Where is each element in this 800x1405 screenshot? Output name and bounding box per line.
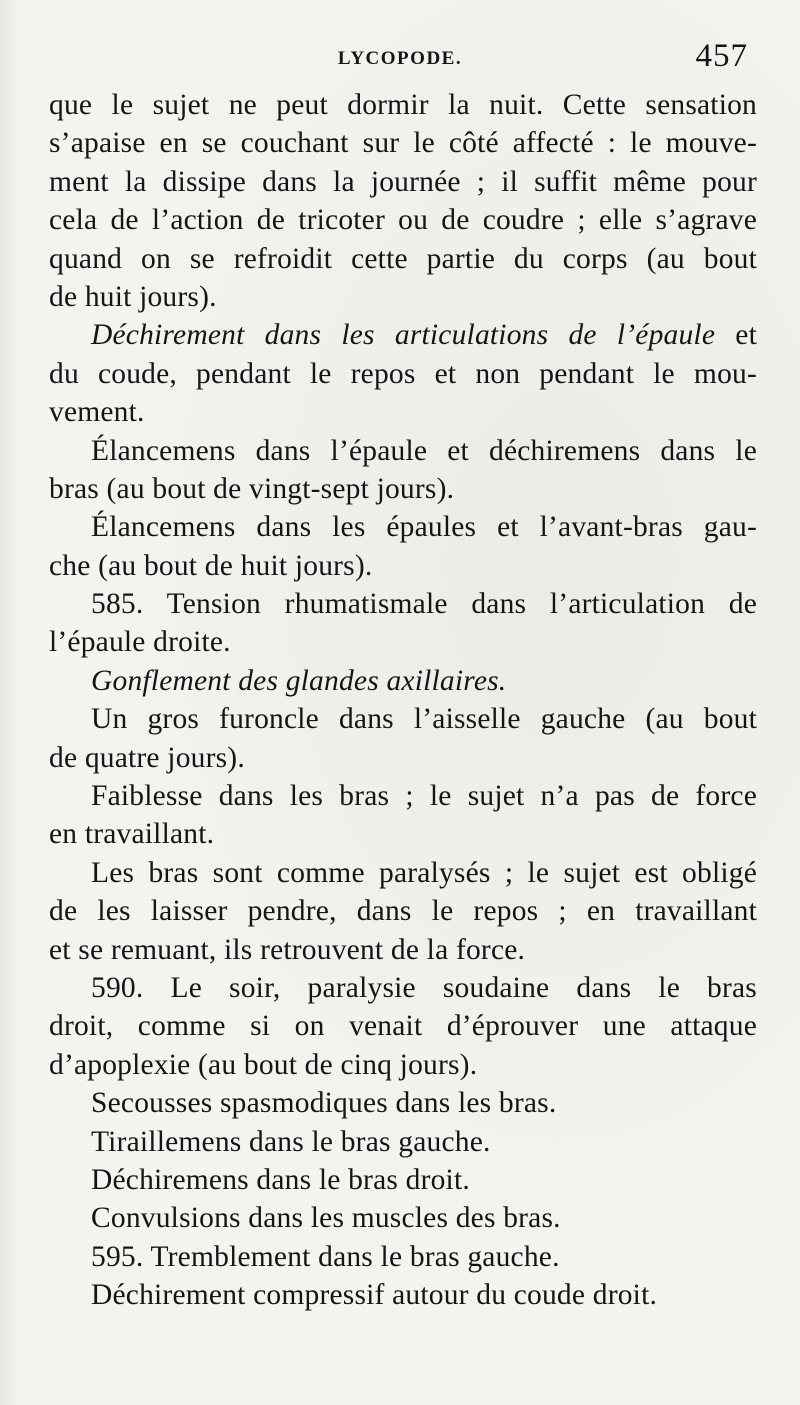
text-line: vement. <box>49 396 145 429</box>
text-line: che (au bout de huit jours). <box>49 549 373 582</box>
text-line: que le sujet ne peut dormir la nuit. Cette sensation <box>49 89 757 121</box>
text-line: Déchirement compressif autour du coude droit. <box>91 1279 658 1312</box>
text-line: Faiblesse dans les bras ; le sujet n’a pas de force <box>91 780 757 813</box>
running-head: LYCOPODE. <box>337 48 463 69</box>
text-line: cela de l’action de tricoter ou de coudre ; elle s’agrave <box>49 204 757 237</box>
text-line: l’épaule droite. <box>49 626 231 659</box>
italic-rubric: Gonflement des glandes axillaires. <box>91 664 507 697</box>
text-line: Élancemens dans l’épaule et déchiremens dans le <box>91 434 757 467</box>
text-line: en travaillant. <box>49 818 215 851</box>
text-line: de quatre jours). <box>49 741 245 774</box>
text-line: Déchiremens dans le bras droit. <box>91 1163 470 1196</box>
text-line: Tiraillemens dans le bras gauche. <box>91 1125 491 1158</box>
text-line <box>49 316 757 354</box>
text-fragment: et <box>715 319 757 352</box>
text-line: Les bras sont comme paralysés ; le sujet est obligé <box>91 856 757 889</box>
text-line: droit, comme si on venait d’éprouver une attaque <box>49 1010 757 1043</box>
text-line: s’apaise en se couchant sur le côté affecté : le mouve- <box>49 127 757 160</box>
page-text <box>49 86 757 1315</box>
text-line: 590. Le soir, paralysie soudaine dans le bras <box>91 971 757 1004</box>
text-line: 595. Tremblement dans le bras gauche. <box>91 1240 560 1273</box>
text-line: de les laisser pendre, dans le repos ; en travaillant <box>49 895 757 928</box>
text-line: et se remuant, ils retrouvent de la force. <box>49 933 526 966</box>
text-line: Secousses spasmodiques dans les bras. <box>91 1087 557 1120</box>
text-line: Élancemens dans les épaules et l’avant-bras gau- <box>91 511 757 544</box>
text-line: d’apoplexie (au bout de cinq jours). <box>49 1048 478 1081</box>
text-line: Un gros furoncle dans l’aisselle gauche (au bout <box>91 703 757 736</box>
text-line: du coude, pendant le repos et non pendant le mou- <box>49 357 757 390</box>
text-line: ment la dissipe dans la journée ; il suffit même pour <box>49 165 757 198</box>
text-line: quand on se refroidit cette partie du corps (au bout <box>49 242 757 275</box>
page-number: 457 <box>695 38 748 74</box>
italic-rubric: Déchirement dans les articulations de l’épaule <box>91 319 716 352</box>
text-line: Convulsions dans les muscles des bras. <box>91 1202 561 1235</box>
page-header <box>0 38 800 74</box>
text-line: bras (au bout de vingt-sept jours). <box>49 472 455 505</box>
text-line: de huit jours). <box>49 280 217 313</box>
text-line: 585. Tension rhumatismale dans l’articulation de <box>91 588 757 621</box>
